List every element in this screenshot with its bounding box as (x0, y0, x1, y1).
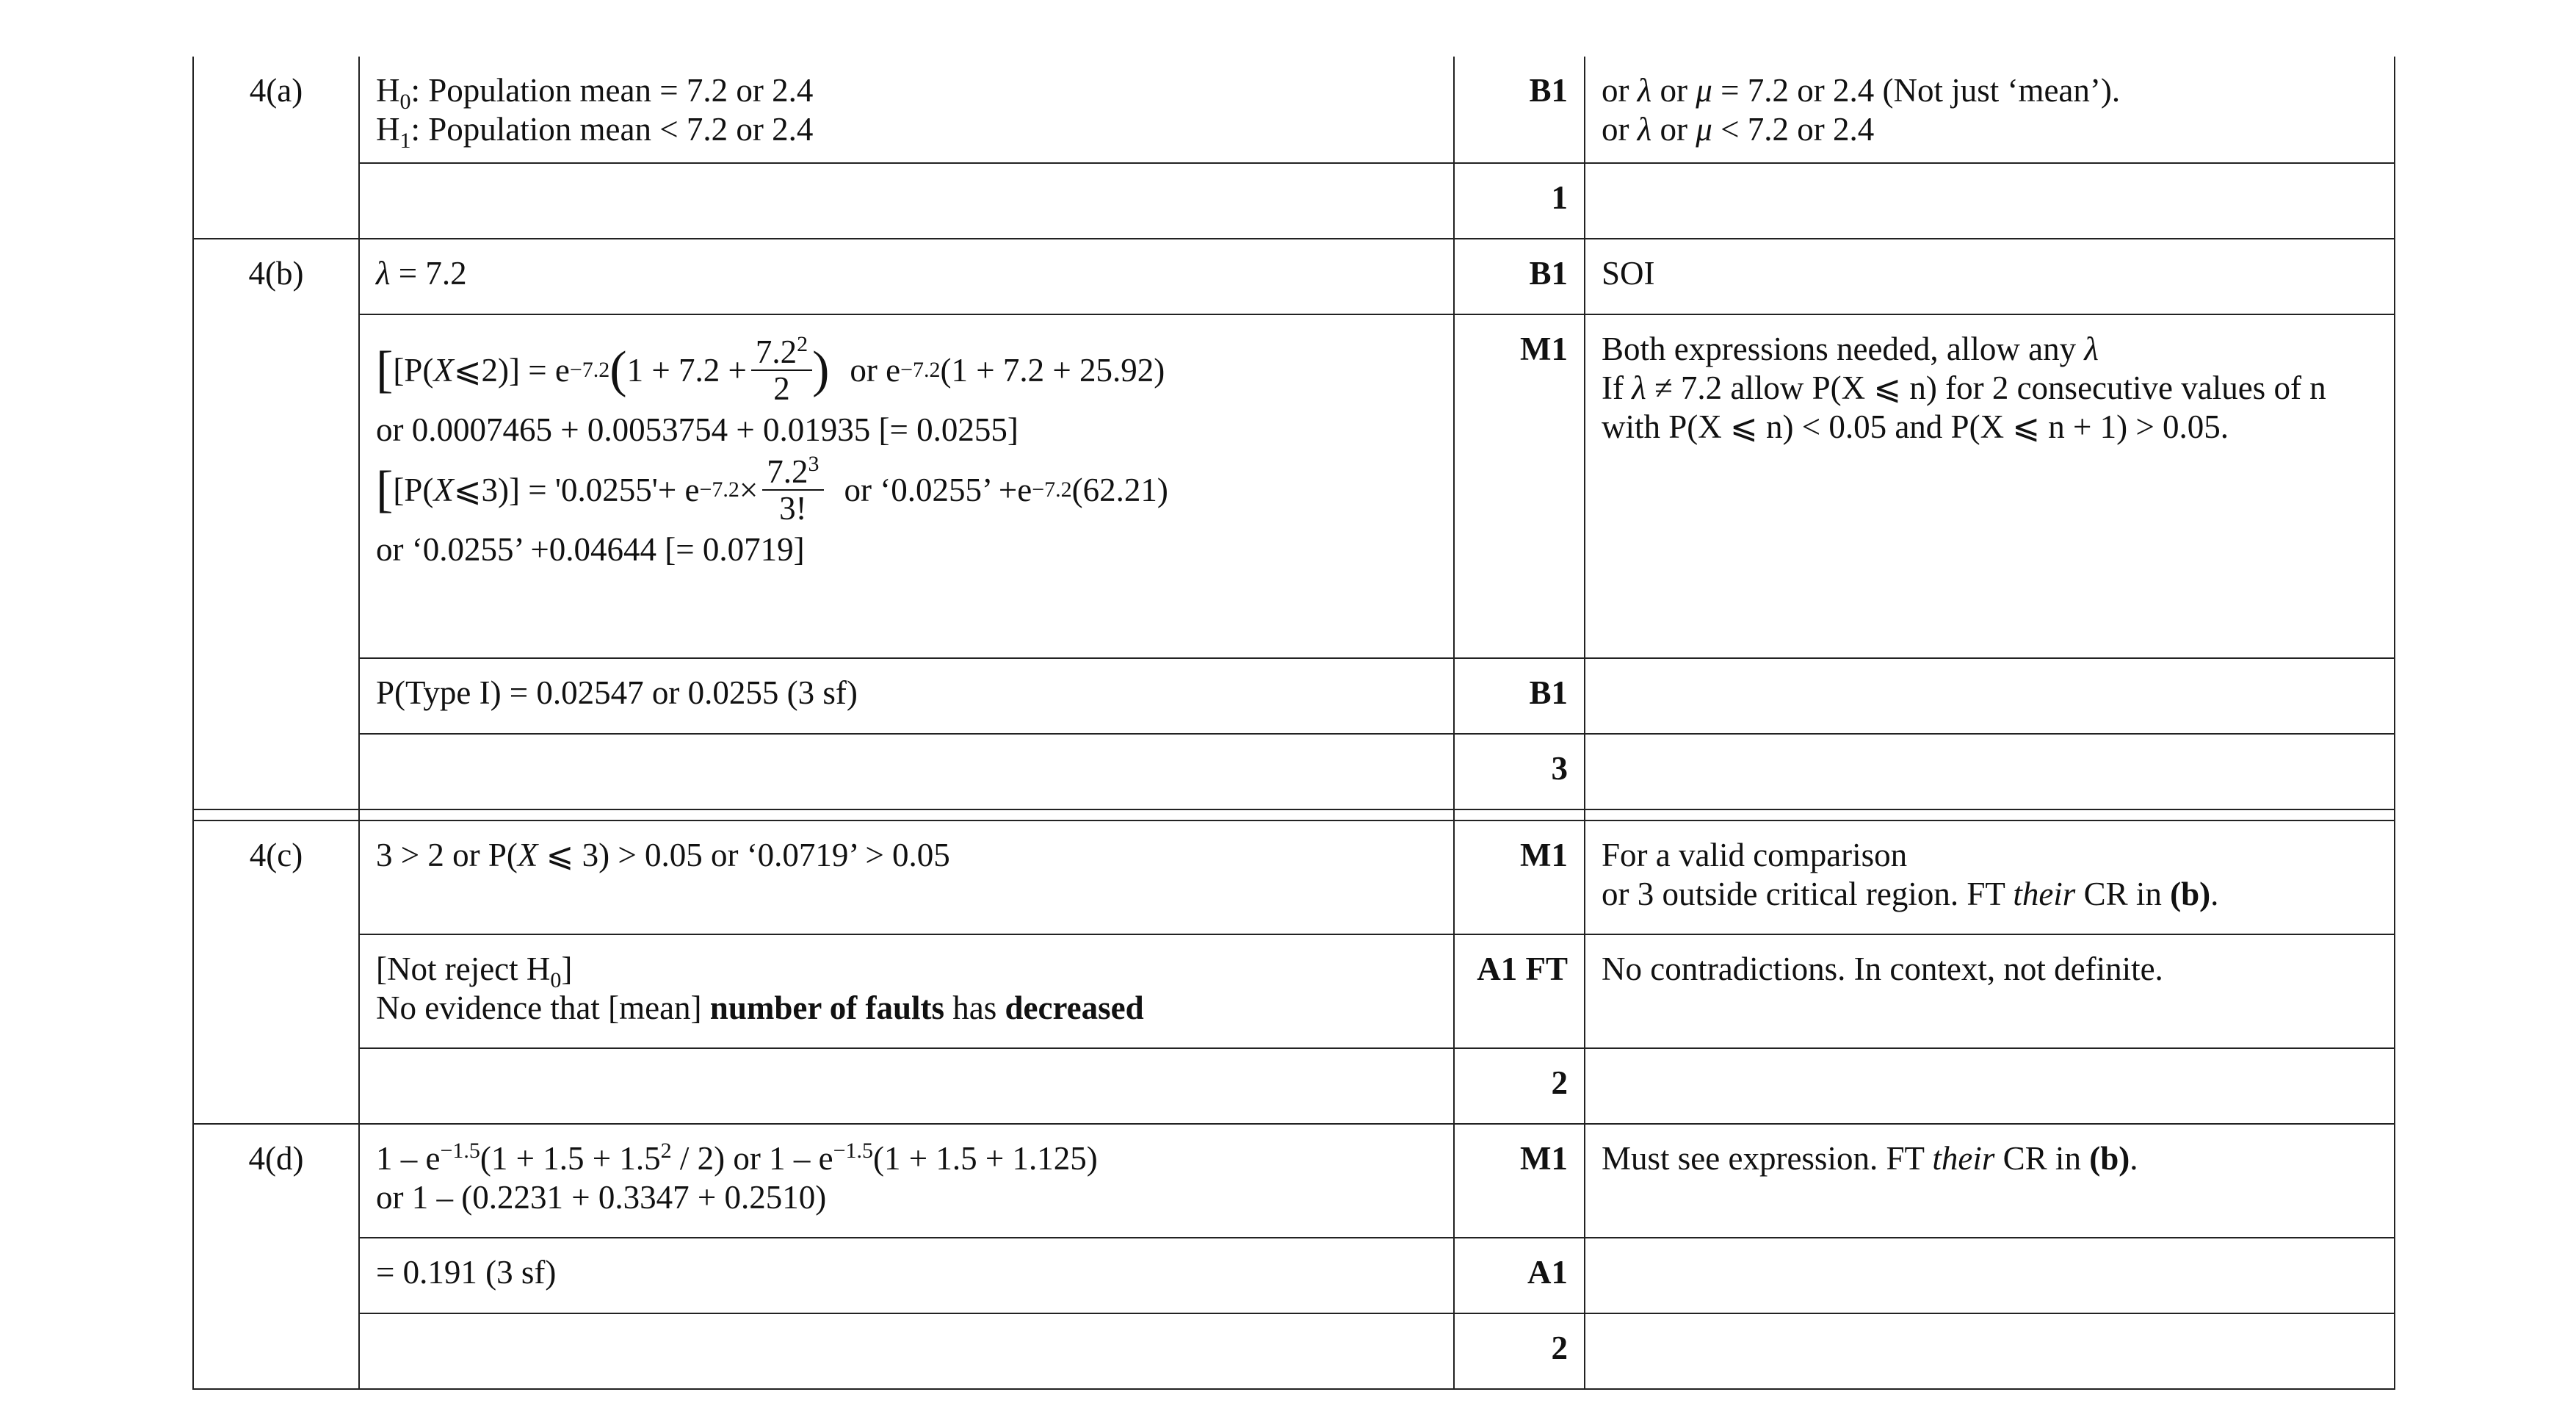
guidance-cell (1585, 1313, 2395, 1389)
table-row (193, 1124, 2395, 1238)
p-le-3-expression: [ [P( X ⩽3)] = '0.0255'+ e −7.2 × $\frac{7.2^3}{3!}$ or ‘0.0255’ +e −7.2 (62.21) (376, 452, 1168, 527)
answer-cell (359, 1048, 1454, 1124)
mark-cell: M1 (1454, 314, 1585, 658)
table-row (193, 314, 2395, 658)
answer-cell (359, 57, 1454, 163)
answer-cell (359, 163, 1454, 239)
table-row (193, 658, 2395, 734)
question-label: 4(d) (193, 1124, 359, 1389)
answer-cell (359, 1313, 1454, 1389)
answer-cell (359, 734, 1454, 809)
mark-scheme-table (192, 57, 2395, 1390)
table-row (193, 820, 2395, 934)
guidance-cell: or λ or μ = 7.2 or 2.4 (Not just ‘mean’). or λ or μ < 7.2 or 2.4 (1585, 57, 2395, 163)
guidance-cell: Must see expression. FT their CR in (b). (1585, 1124, 2395, 1238)
table-row (193, 163, 2395, 239)
table-row (193, 1313, 2395, 1389)
mark-cell: B1 (1454, 57, 1585, 163)
mark-cell: M1 (1454, 1124, 1585, 1238)
table-row (193, 934, 2395, 1048)
table-row (193, 734, 2395, 809)
question-label: 4(b) (193, 239, 359, 809)
total-mark: 2 (1454, 1048, 1585, 1124)
table-row (193, 1238, 2395, 1313)
answer-cell: [Not reject $H_0$] No evidence that [mean] number of faults has decreased (359, 934, 1454, 1048)
answer-cell: = 0.191 (3 sf) (359, 1238, 1454, 1313)
mark-cell: B1 (1454, 658, 1585, 734)
table-row (193, 239, 2395, 314)
total-mark: 1 (1454, 163, 1585, 239)
answer-cell: λ = 7.2 (359, 239, 1454, 314)
guidance-cell: For a valid comparison or 3 outside critical region. FT their CR in (b). (1585, 820, 2395, 934)
question-label: 4(a) (193, 57, 359, 239)
answer-cell: [ [P( X ⩽2)] = e −7.2 ( 1 + 7.2 + $\frac{7.2^2}{2}$ ) or e −7.2 (1 + 7.2 + 25.92) or 0.0007465 + 0.0053754 + 0.01935 [= 0.0255] [ [P( X ⩽3)] = '0.0255'+ e −7.2 × $\frac{7.2^3}{3!}$ or ‘0.0255’ +e −7.2 (62.21) or ‘0.0255’ +0.04644 [= 0.0719] (359, 314, 1454, 658)
mark-scheme-sheet (192, 57, 2394, 1390)
guidance-cell (1585, 1238, 2395, 1313)
table-row (193, 57, 2395, 163)
mark-cell: B1 (1454, 239, 1585, 314)
answer-cell: $1 - e^{-1.5}(1 + 1.5 + 1.5^2 / 2)$ or $1 - e^{-1.5}(1 + 1.5 + 1.125)$ or 1 – (0.2231 + 0.3347 + 0.2510) (359, 1124, 1454, 1238)
h1-line: $H_1$: Population mean < 7.2 or 2.4 (376, 111, 814, 153)
h0-line: $H_0$: Population mean = 7.2 or 2.4 (376, 72, 814, 114)
section-divider (193, 809, 2395, 820)
total-mark: 3 (1454, 734, 1585, 809)
answer-cell: 3 > 2 or P(X ⩽ 3) > 0.05 or ‘0.0719’ > 0.05 (359, 820, 1454, 934)
guidance-cell (1585, 1048, 2395, 1124)
total-mark: 2 (1454, 1313, 1585, 1389)
answer-cell: P(Type I) = 0.02547 or 0.0255 (3 sf) (359, 658, 1454, 734)
question-label: 4(c) (193, 820, 359, 1124)
table-row (193, 1048, 2395, 1124)
guidance-cell: Both expressions needed, allow any λ If λ ≠ 7.2 allow P(X ⩽ n) for 2 consecutive values of n with P(X ⩽ n) < 0.05 and P(X ⩽ n + 1) > 0.05. (1585, 314, 2395, 658)
guidance-cell (1585, 658, 2395, 734)
guidance-cell: No contradictions. In context, not definite. (1585, 934, 2395, 1048)
p-le-2-expression: [ [P( X ⩽2)] = e −7.2 ( 1 + 7.2 + $\frac{7.2^2}{2}$ ) or e −7.2 (1 + 7.2 + 25.92) (376, 332, 1165, 407)
mark-cell: M1 (1454, 820, 1585, 934)
guidance-cell (1585, 163, 2395, 239)
guidance-cell: SOI (1585, 239, 2395, 314)
mark-cell: A1 FT (1454, 934, 1585, 1048)
mark-cell: A1 (1454, 1238, 1585, 1313)
guidance-cell (1585, 734, 2395, 809)
